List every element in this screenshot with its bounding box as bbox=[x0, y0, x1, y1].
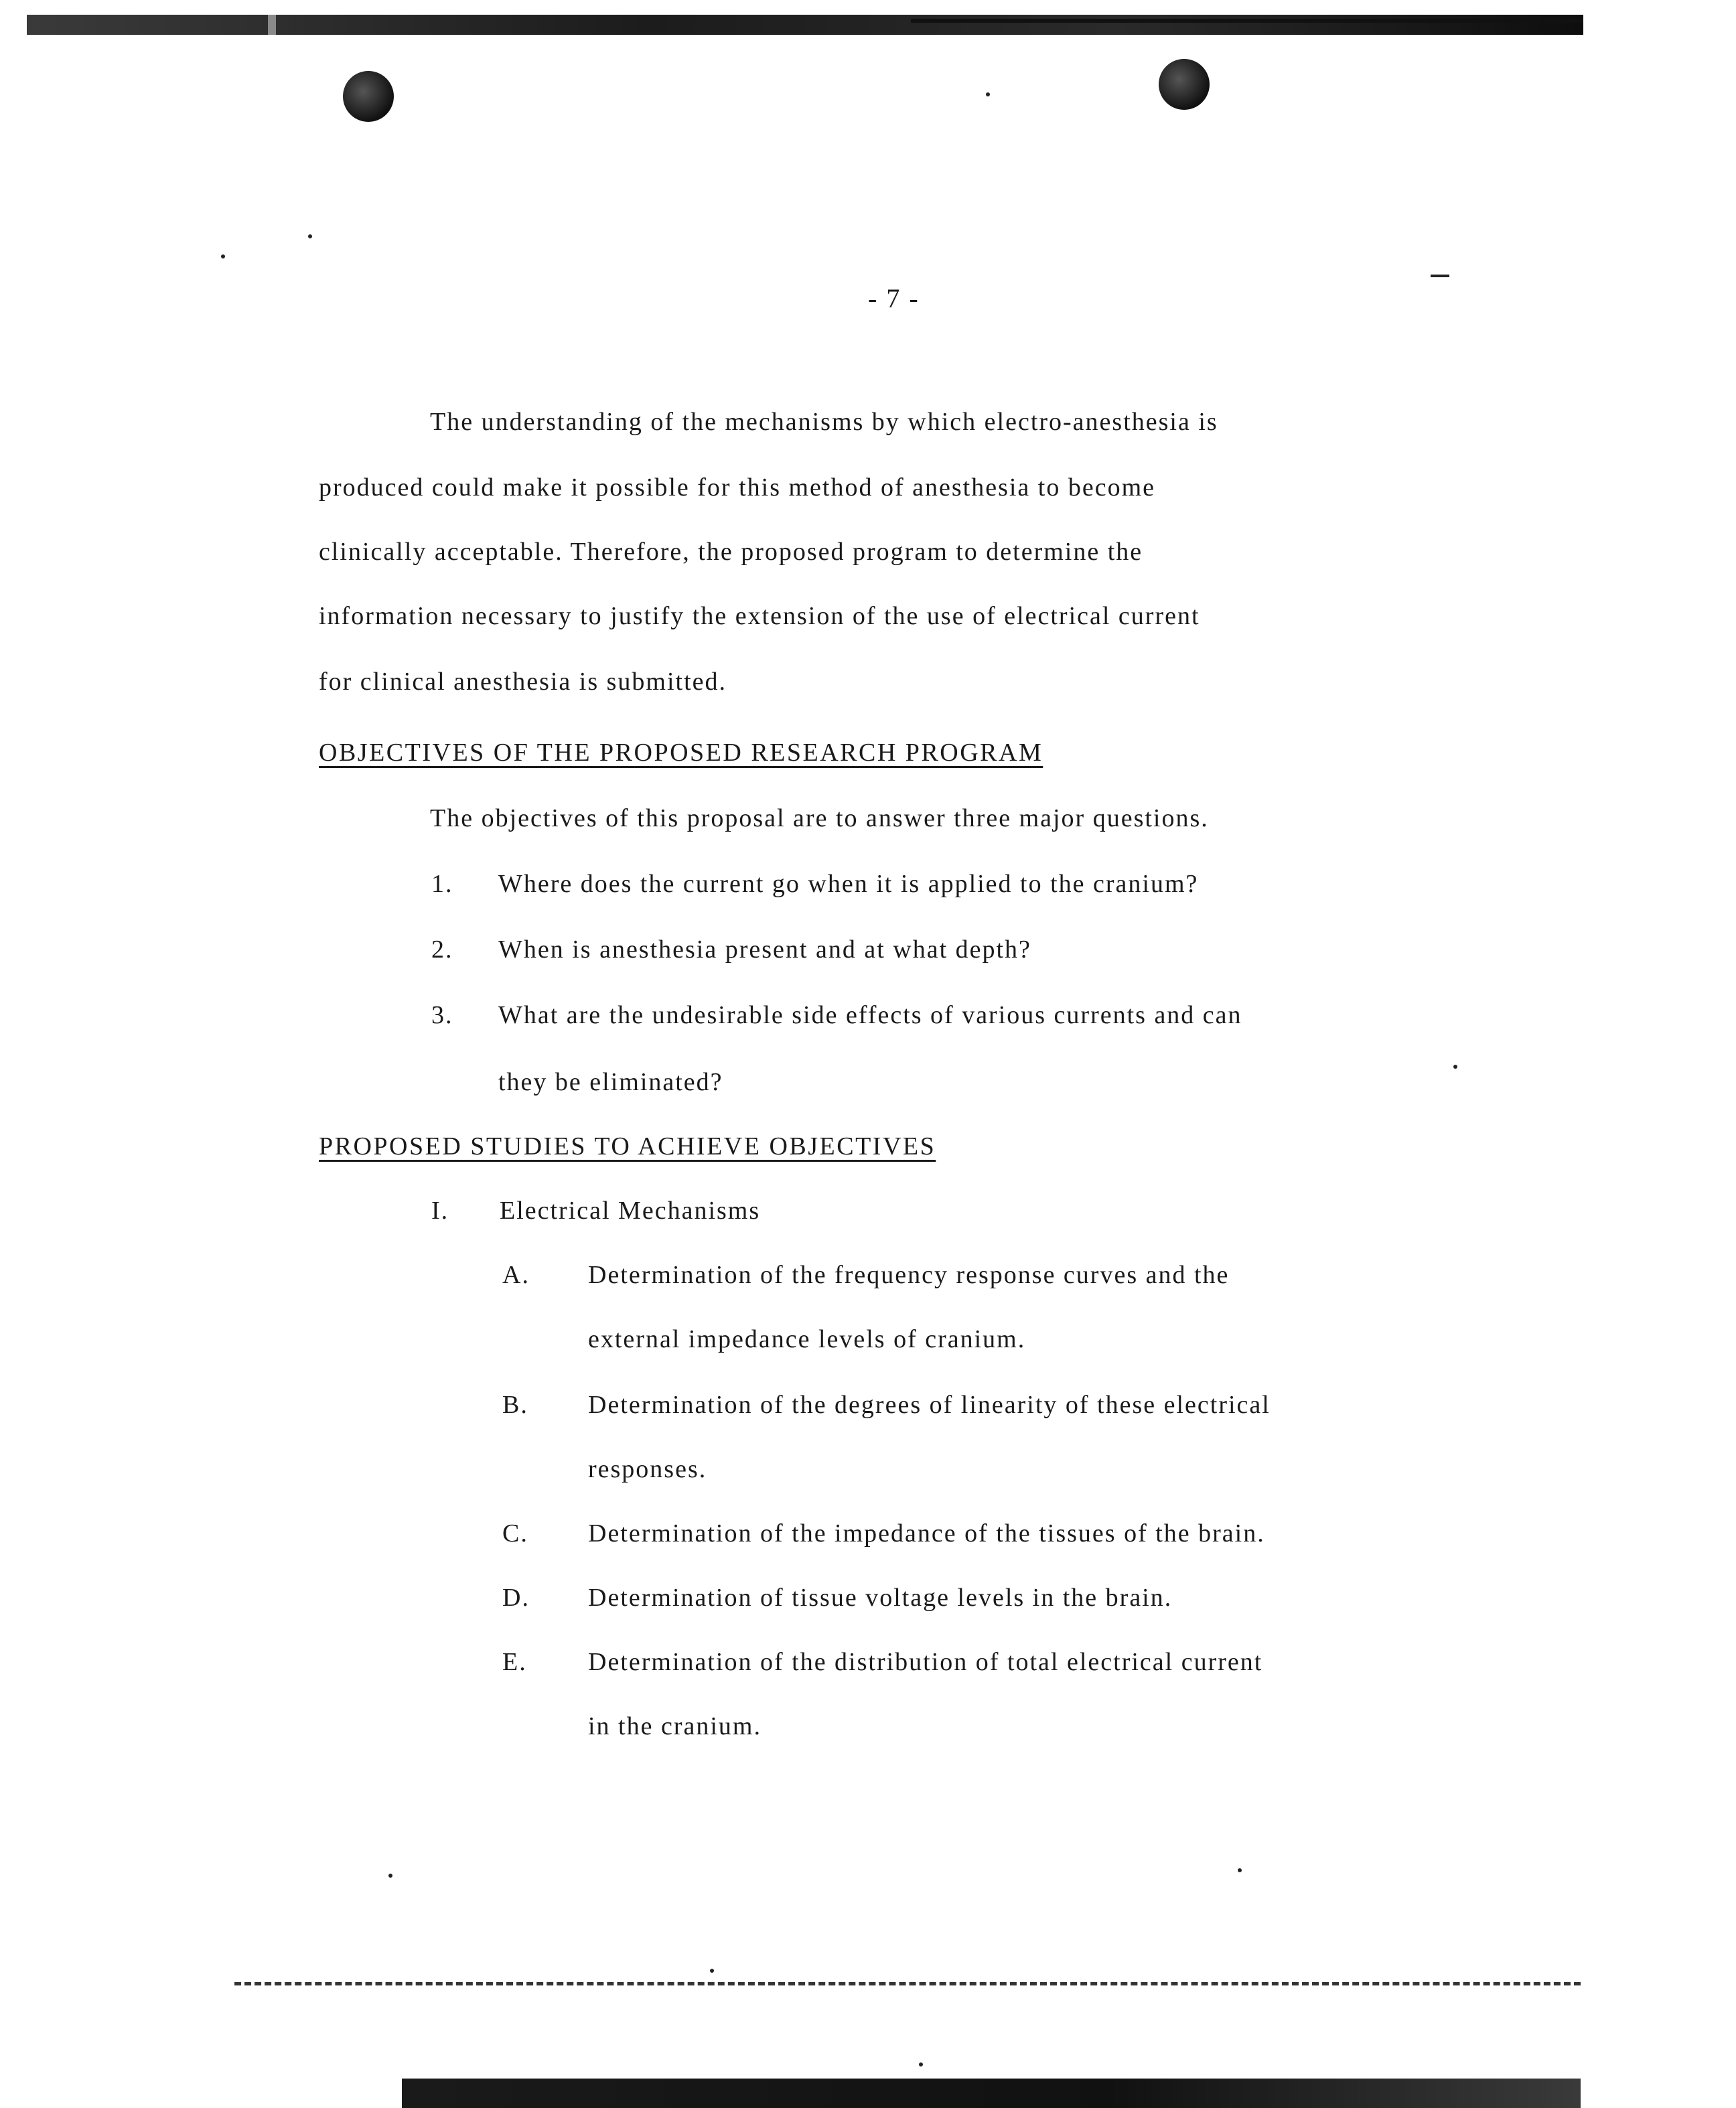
paragraph-line: The understanding of the mechanisms by which electro-anesthesia is bbox=[430, 408, 1218, 436]
item-text: Determination of the distribution of total electrical current bbox=[588, 1648, 1263, 1676]
item-letter: A. bbox=[502, 1261, 530, 1289]
scan-speck bbox=[710, 1969, 714, 1973]
scan-top-line bbox=[911, 19, 1583, 23]
page-number: - 7 - bbox=[868, 283, 920, 313]
scan-dash-mark bbox=[1431, 275, 1449, 277]
paragraph-line: information necessary to justify the extension of the use of electrical current bbox=[319, 602, 1200, 630]
item-letter: C. bbox=[502, 1519, 528, 1548]
item-text: responses. bbox=[588, 1455, 707, 1483]
scan-speck bbox=[1453, 1065, 1457, 1069]
question-number: 2. bbox=[431, 935, 453, 964]
question-text: What are the undesirable side effects of various currents and can bbox=[498, 1001, 1242, 1029]
paragraph-line: clinically acceptable. Therefore, the proposed program to determine the bbox=[319, 538, 1143, 566]
item-text: Determination of tissue voltage levels in the brain. bbox=[588, 1584, 1173, 1612]
punch-hole-left bbox=[343, 71, 394, 122]
question-text: they be eliminated? bbox=[498, 1068, 723, 1096]
item-text: external impedance levels of cranium. bbox=[588, 1325, 1026, 1353]
objectives-intro: The objectives of this proposal are to answer three major questions. bbox=[430, 804, 1209, 832]
item-letter: B. bbox=[502, 1391, 528, 1419]
scan-speck bbox=[221, 254, 225, 258]
scan-gap bbox=[268, 15, 276, 35]
item-text: Determination of the degrees of linearity of these electrical bbox=[588, 1391, 1271, 1419]
paragraph-line: produced could make it possible for this method of anesthesia to become bbox=[319, 473, 1155, 502]
scan-top-edge bbox=[27, 15, 1583, 35]
scan-speck bbox=[919, 2062, 923, 2066]
section-number: I. bbox=[431, 1197, 449, 1225]
item-letter: E. bbox=[502, 1648, 527, 1676]
item-text: Determination of the impedance of the tissues of the brain. bbox=[588, 1519, 1265, 1548]
scan-dashed-line bbox=[234, 1982, 1581, 1985]
item-text: Determination of the frequency response curves and the bbox=[588, 1261, 1230, 1289]
question-number: 3. bbox=[431, 1001, 453, 1029]
question-number: 1. bbox=[431, 870, 453, 898]
objectives-heading: OBJECTIVES OF THE PROPOSED RESEARCH PROGRAM bbox=[319, 739, 1043, 767]
item-text: in the cranium. bbox=[588, 1712, 762, 1740]
scan-speck bbox=[308, 234, 312, 238]
scan-bottom-edge bbox=[402, 2079, 1581, 2108]
punch-hole-right bbox=[1159, 59, 1210, 110]
studies-heading: PROPOSED STUDIES TO ACHIEVE OBJECTIVES bbox=[319, 1132, 936, 1160]
question-text: When is anesthesia present and at what depth? bbox=[498, 935, 1031, 964]
item-letter: D. bbox=[502, 1584, 530, 1612]
scan-speck bbox=[986, 92, 990, 96]
paragraph-line: for clinical anesthesia is submitted. bbox=[319, 668, 727, 696]
scan-speck bbox=[1238, 1868, 1242, 1872]
question-text: Where does the current go when it is applied to the cranium? bbox=[498, 870, 1199, 898]
section-title: Electrical Mechanisms bbox=[500, 1197, 761, 1225]
scan-speck bbox=[388, 1874, 392, 1878]
